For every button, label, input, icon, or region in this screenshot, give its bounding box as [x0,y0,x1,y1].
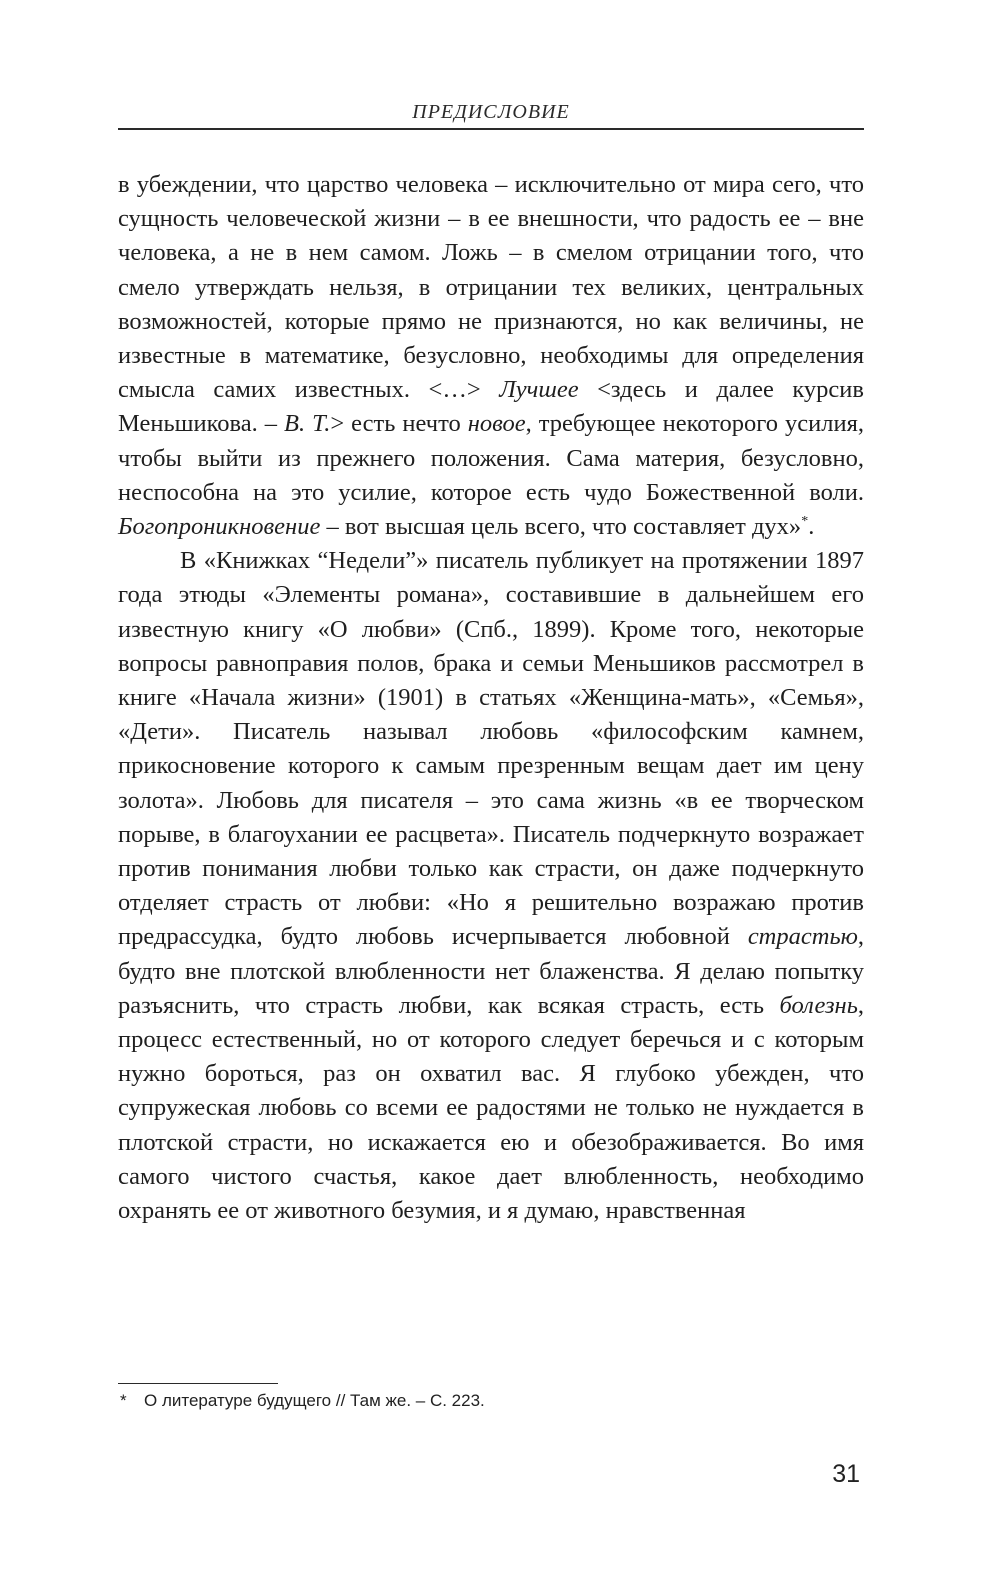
italic-run: новое [467,410,526,438]
text-run: , процесс естественный, но от которого следует беречься и с которым нужно бороться, раз он охватил вас. Я глубоко убежден, что супружеская любовь со всеми ее радостями не только не нуждается в плотской страсти, но искажается ею и обезображивается. Во имя самого чистого счастья, какое дает влюбленность, необходимо охранять ее от животного безумия, и я думаю, нравственная [118,991,864,1225]
paragraph-2 [118,544,864,1228]
italic-run: В. Т. [284,410,331,438]
text-run: – вот высшая цель всего, что составляет дух» [320,513,802,541]
italic-run: Богопроникновение [118,513,321,541]
footnote-reference[interactable]: * [801,513,809,529]
footnote-text: О литературе будущего // Там же. – С. 223. [144,1391,485,1410]
footnote [120,1391,485,1411]
main-text [118,168,864,1228]
text-run: В «Книжках “Недели”» писатель публикует на протяжении 1897 года этюды «Элементы романа», составившие в дальнейшем его известную книгу «О любви» (Спб., 1899). Кроме того, некоторые вопросы равноправия полов, брака и семьи Меньшиков рассмотрел в книге «Начала жизни» (1901) в статьях «Женщина-мать», «Семья», «Дети». Писатель называл любовь «философским камнем, прикосновение которого к самым презренным вещам дает им цену золота». Любовь для писателя – это сама жизнь «в ее творческом порыве, в благоухании ее расцвета». Писатель подчеркнуто возражает против понимания любви только как страсти, он даже подчеркнуто отделяет страсть от любви: «Но я решительно возражаю против предрассудка, будто любовь исчерпывается любовной [118,547,864,951]
page-number: 31 [832,1460,860,1488]
italic-run: Лучшее [499,376,579,404]
text-run: в убеждении, что царство человека – исключительно от мира сего, что сущность человеческой жизни – в ее внешности, что радость ее – вне человека, а не в нем самом. Ложь – в смелом отрицании того, что смело утверждать нельзя, в отрицании тех великих, центральных возможностей, которые прямо не признаются, но как величины, не известные в математике, безусловно, необходимы для определения смысла самих известных. <…> [118,171,864,404]
text-run: > есть нечто [330,410,468,438]
paragraph-1 [118,168,864,544]
footnote-rule [118,1383,278,1384]
footnote-mark: * [120,1391,127,1410]
italic-run: страстью [747,923,858,951]
text-run: <здесь и далее курсив Меньшикова. – [118,376,864,438]
text-run: , будто вне плотской влюбленности нет блаженства. Я делаю попытку разъяснить, что страсть любви, как всякая страсть, есть [118,923,864,1019]
text-run: . [808,513,815,541]
running-title: ПРЕДИСЛОВИЕ [412,101,570,123]
text-run: , требующее некоторого усилия, чтобы выйти из прежнего положения. Сама материя, безусловно, неспособна на это усилие, которое есть чудо Божественной воли. [118,410,864,506]
header-rule [118,128,864,130]
italic-run: болезнь [779,991,858,1019]
